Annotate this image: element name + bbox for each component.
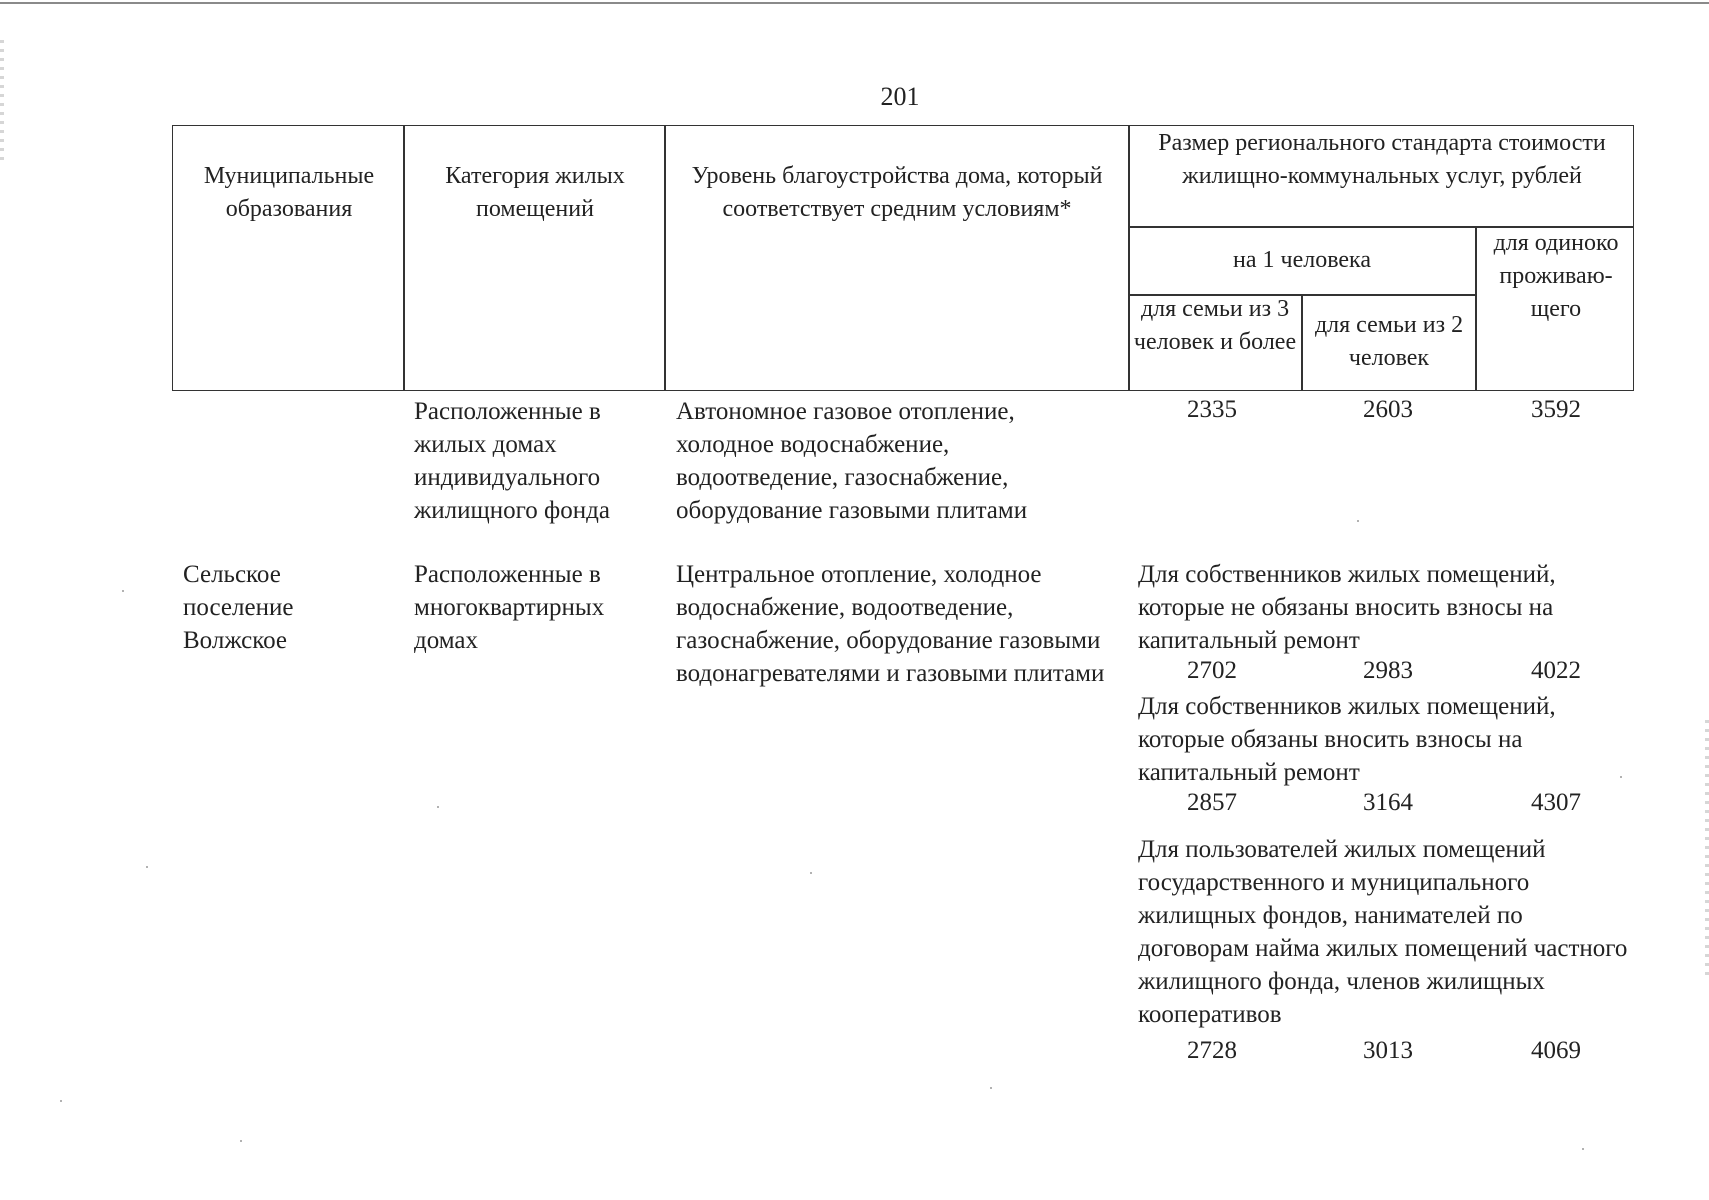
header-divider xyxy=(1128,126,1130,390)
group2-value-single: 4307 xyxy=(1531,789,1581,816)
row1-category: Расположенные в жилых домах индивидуального жилищного фонда xyxy=(414,398,610,524)
row1-value-family3: 2335 xyxy=(1187,396,1237,423)
scan-speck xyxy=(240,1140,242,1142)
scan-speck xyxy=(1357,520,1359,522)
group1-value-family3: 2702 xyxy=(1187,657,1237,684)
header-family3: для семьи из 3 человек и более xyxy=(1133,296,1297,355)
table-header xyxy=(172,125,1634,391)
header-family2: для семьи из 2 человек xyxy=(1314,312,1464,371)
owner-note: Для собственников жилых помещений, которые не обязаны вносить взносы на капитальный ремонт xyxy=(1138,561,1556,654)
scan-speck xyxy=(60,1100,62,1102)
row1-value-family2: 2603 xyxy=(1363,396,1413,423)
scan-speck xyxy=(1620,776,1622,778)
header-municipal: Муниципальные образования xyxy=(203,163,375,222)
header-standard: Размер регионального стандарта стоимости жилищно-коммунальных услуг, рублей xyxy=(1158,130,1606,189)
scan-edge-noise xyxy=(1705,720,1709,980)
header-divider xyxy=(664,126,666,390)
group1-value-single: 4022 xyxy=(1531,657,1581,684)
page-number: 201 xyxy=(880,82,920,111)
header-divider xyxy=(1475,226,1477,390)
header-divider xyxy=(1301,294,1303,390)
group2-value-family2: 3164 xyxy=(1363,789,1413,816)
scan-speck xyxy=(437,806,439,808)
row2-category: Расположенные в многоквартирных домах xyxy=(414,561,605,654)
header-single: для одиноко проживаю-щего xyxy=(1493,230,1619,322)
row1-value-single: 3592 xyxy=(1531,396,1581,423)
row2-municipality: Сельское поселение Волжское xyxy=(183,561,294,654)
group2-value-family3: 2857 xyxy=(1187,789,1237,816)
scan-edge-noise xyxy=(0,40,4,160)
scan-speck xyxy=(810,872,812,874)
owner-note: Для собственников жилых помещений, которые обязаны вносить взносы на капитальный ремонт xyxy=(1138,693,1556,786)
header-category: Категория жилых помещений xyxy=(445,163,625,222)
tenant-note: Для пользователей жилых помещений государственного и муниципального жилищных фондов, нанимателей по договорам найма жилых помещений частного жилищного фонда, членов жилищных кооперативов xyxy=(1138,836,1628,1028)
row2-level: Центральное отопление, холодное водоснабжение, водоотведение, газоснабжение, оборудование газовыми водонагревателями и газовыми плитами xyxy=(676,561,1105,687)
row1-level: Автономное газовое отопление, холодное водоснабжение, водоотведение, газоснабжение, оборудование газовыми плитами xyxy=(676,398,1028,524)
group3-value-single: 4069 xyxy=(1531,1037,1581,1064)
scan-speck xyxy=(146,866,148,868)
scan-top-border xyxy=(0,2,1709,4)
scan-speck xyxy=(1582,1148,1584,1150)
header-divider xyxy=(403,126,405,390)
header-level: Уровень благоустройства дома, который соответствует средним условиям* xyxy=(691,163,1103,222)
scan-speck xyxy=(990,1087,992,1089)
group3-value-family2: 3013 xyxy=(1363,1037,1413,1064)
group3-value-family3: 2728 xyxy=(1187,1037,1237,1064)
group1-value-family2: 2983 xyxy=(1363,657,1413,684)
header-per-person: на 1 человека xyxy=(1233,247,1371,273)
scan-speck xyxy=(122,590,124,592)
